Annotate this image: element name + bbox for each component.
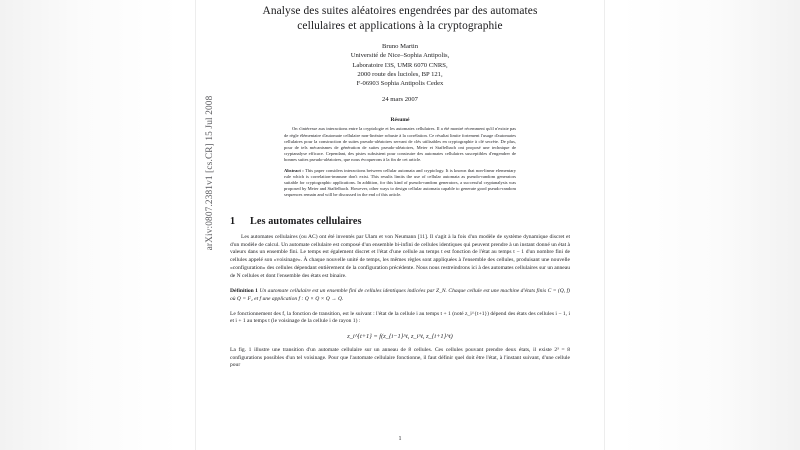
title-line-1: Analyse des suites aléatoires engendrées par des automates xyxy=(262,5,538,17)
definition-label: Définition 1 xyxy=(230,288,258,295)
affiliation-line-2: Laboratoire I3S, UMR 6070 CNRS, xyxy=(352,61,448,69)
section1-paragraph-1: Les automates cellulaires (ou AC) ont été inventés par Ulam et von Neumann [11]. Il s'agit à la fois d'un modèle de système dynamique discret et d'un modèle de calcul. Un automate cellulaire est composé d'un ensemble bi-infini de cellules identiques qui peuvent prendre à un instant donné un état à valeurs dans un ensemble fini. Le temps est également discret et l'état d'une cellule au temps t est fonction de l'état au temps t − 1 d'un nombre fini de cellules appelé son «voisinage». À chaque nouvelle unité de temps, les mêmes règles sont appliquées à l'ensemble des cellules, produisant une nouvelle «configuration» des cellules dépendant entièrement de la configuration précédente. Nous nous restreindrons ici à des automates cellulaires sur un anneau de N cellules et dont l'ensemble des états est binaire. xyxy=(230,234,570,279)
abstract-heading: Résumé xyxy=(390,117,410,124)
affiliation-line-4: F-06903 Sophia Antipolis Cedex xyxy=(356,80,444,88)
page-content xyxy=(230,0,570,450)
abstract-english-label: Abstract : xyxy=(284,167,304,173)
definition-1 xyxy=(230,288,570,303)
page-title xyxy=(230,4,570,34)
abstract-block xyxy=(284,117,516,198)
section1-paragraph-2: Le fonctionnement des f, la fonction de transition, est le suivant : l'état de la cellule i au temps t + 1 (noté z_i^{t+1}) dépend des états des cellules i − 1, i et i + 1 au temps t (le voisinage de la cellule i de rayon 1) : xyxy=(230,310,570,325)
section-heading-1 xyxy=(230,216,570,227)
abstract-english-text: This paper considers interactions between cellular automata and cryptology. It is known that non-linear elementary rule which is correlation-immune don't exist. This results limits the use of cellular automata as pseudo-random generators suitable for cryptographic applications. In addition, for this kind of pseudo-random generators, a successful cryptanalysis was proposed by Meier and Staffelbach. However, other ways to design cellular automata capable to generate good pseudo-random sequences remain and will be discussed in the end of this article. xyxy=(284,167,517,197)
section-title: Les automates cellulaires xyxy=(250,216,362,227)
section1-paragraph-3: La fig. 1 illustre une transition d'un automate cellulaire sur un anneau de 8 cellules. Ces cellules pouvant prendre deux états, il existe 2³ = 8 configurations possibles d'un tel voisinage. Pour que l'automate cellulaire fonctionne, il faut définir quel doit être l'état, à l'instant suivant, d'une cellule pour xyxy=(230,347,570,369)
affiliation-line-1: Université de Nice–Sophia Antipolis, xyxy=(350,52,450,60)
section-number: 1 xyxy=(230,216,236,227)
viewer-backdrop-left xyxy=(0,0,180,450)
arxiv-stamp: arXiv:0807.2381v1 [cs.CR] 15 Jul 2008 xyxy=(205,95,215,251)
paper-page xyxy=(196,0,604,450)
abstract-english xyxy=(284,168,516,198)
equation-1: z_i^{t+1} = f(z_{i−1}^t, z_i^t, z_{i+1}^t) xyxy=(347,333,453,341)
definition-text: Un automate cellulaire est un ensemble fini de cellules identiques indicées par Z_N. Chaque cellule est une machine d'états finis C = (Q, f) où Q = F₂ et f une application f : Q × Q × Q → Q. xyxy=(230,288,571,302)
author-name: Bruno Martin xyxy=(381,43,419,50)
publication-date: 24 mars 2007 xyxy=(382,96,418,104)
viewer-backdrop-right xyxy=(620,0,800,450)
title-line-2: cellulaires et applications à la cryptographie xyxy=(297,20,503,32)
author-block xyxy=(230,42,570,88)
affiliation-line-3: 2000 route des lucioles, BP 121, xyxy=(357,70,443,78)
abstract-french: On s'intéresse aux interactions entre la cryptologie et les automates cellulaires. Il a été montré récemment qu'il n'existe pas de règle élémentaire d'automate cellulaire non-linéaire robuste à la corrélation. Ce résultat limite fortement l'usage d'automates cellulaires pour la construction de suites pseudo-aléatoires servant de clés utilisables en cryptographie à clé secrète. De plus, pour de tels mécanismes de génération de suites pseudo-aléatoires, Meier et Staffelbach ont proposé une technique de cryptanalyse efficace. Cependant, des pistes subsistent pour construire des automates cellulaires susceptibles d'engendrer de bonnes suites pseudo-aléatoires, que nous évoquerons à la fin de cet article. xyxy=(284,126,516,162)
page-number: 1 xyxy=(398,436,402,442)
